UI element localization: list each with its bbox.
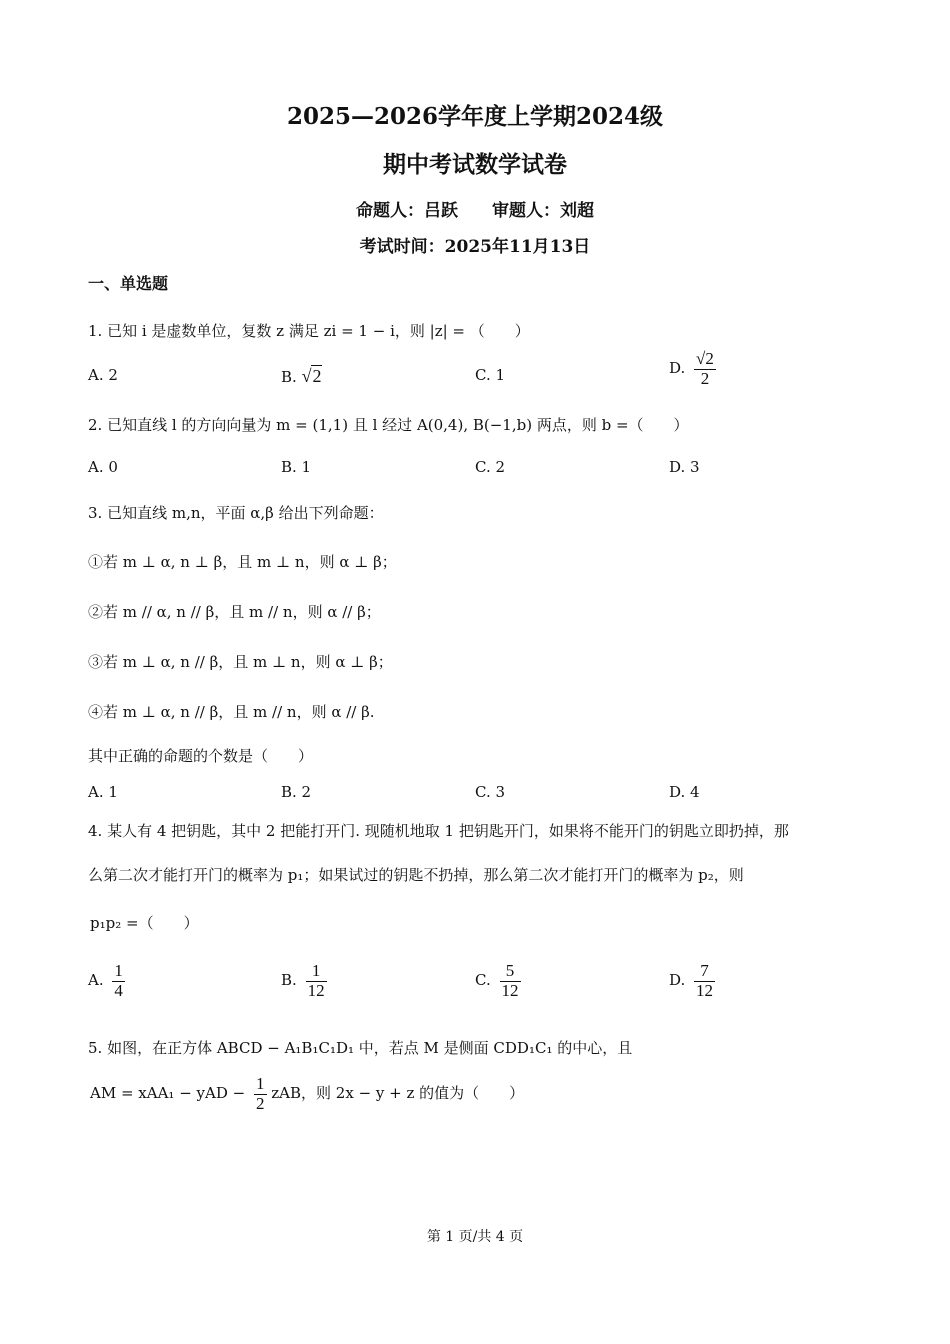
q1-option-d-label: D. xyxy=(669,359,686,378)
q4-option-a-fraction xyxy=(112,962,125,1000)
question-3-ask: 其中正确的命题的个数是（ ） xyxy=(88,747,314,765)
q4-option-b-denominator: 12 xyxy=(307,980,325,1000)
q4-option-b-label: B. xyxy=(281,971,297,990)
q4-option-a-numerator: 1 xyxy=(114,961,123,980)
section-title-single-choice: 一、单选题 xyxy=(88,274,169,293)
exam-title-line1: 2025—2026学年度上学期2024级 xyxy=(286,103,664,130)
q1-option-b xyxy=(281,366,322,387)
question-2-stem: 2. 已知直线 l 的方向向量为 m = (1,1) 且 l 经过 A(0,4), B(−1,b) 两点，则 b =（ ） xyxy=(88,416,689,434)
q1-option-c: C. 1 xyxy=(475,366,506,384)
q4-option-c-numerator: 5 xyxy=(500,962,521,982)
page-footer: 第 1 页/共 4 页 xyxy=(426,1229,524,1245)
q1-option-a: A. 2 xyxy=(88,366,118,384)
q4-option-c-label: C. xyxy=(475,971,491,990)
q2-option-b: B. 1 xyxy=(281,458,312,476)
question-3-stem: 3. 已知直线 m,n，平面 α,β 给出下列命题： xyxy=(88,504,384,522)
question-5-half-denominator: 2 xyxy=(256,1093,265,1113)
q1-option-b-label: B. xyxy=(281,368,297,386)
q4-option-c-fraction xyxy=(500,962,521,1000)
question-4-line-1: 4. 某人有 4 把钥匙，其中 2 把能打开门. 现随机地取 1 把钥匙开门，如果将不能开门的钥匙立即扔掉，那 xyxy=(88,822,789,840)
question-3-proposition-2: ②若 m // α, n // β，且 m // n，则 α // β； xyxy=(88,603,381,621)
question-3-proposition-1: ①若 m ⊥ α, n ⊥ β，且 m ⊥ n，则 α ⊥ β； xyxy=(88,553,397,571)
q3-option-c: C. 3 xyxy=(475,783,506,801)
question-4-line-3: p₁p₂ =（ ） xyxy=(90,914,199,932)
q1-option-d xyxy=(669,350,716,388)
q2-option-c: C. 2 xyxy=(475,458,506,476)
question-3-proposition-3: ③若 m ⊥ α, n // β，且 m ⊥ n，则 α ⊥ β； xyxy=(88,653,393,671)
q1-option-d-numerator: √2 xyxy=(696,349,714,368)
question-4-line-2: 么第二次才能打开门的概率为 p₁；如果试过的钥匙不扔掉，那么第二次才能打开门的概率为 p₂，则 xyxy=(88,866,744,884)
q4-option-a-denominator: 4 xyxy=(114,980,123,1000)
question-1-stem: 1. 已知 i 是虚数单位，复数 z 满足 zi = 1 − i，则 |z| = （ ） xyxy=(88,322,530,340)
q4-option-b-numerator: 1 xyxy=(306,962,327,982)
q4-option-d xyxy=(669,962,715,1000)
q1-option-b-sqrt: √2 xyxy=(301,366,322,386)
question-5-line-1: 5. 如图，在正方体 ABCD − A₁B₁C₁D₁ 中，若点 M 是侧面 CDD₁C₁ 的中心，且 xyxy=(88,1039,633,1057)
question-5-line-2-tail: zAB，则 2x − y + z 的值为（ ） xyxy=(271,1084,525,1103)
exam-title-line2: 期中考试数学试卷 xyxy=(383,151,567,178)
q4-option-b xyxy=(281,962,327,1000)
question-5-vector-expression: AM = xAA₁ − yAD − xyxy=(90,1084,246,1103)
q1-option-d-denominator: 2 xyxy=(700,368,710,388)
q4-option-d-numerator: 7 xyxy=(694,962,715,982)
q2-option-a: A. 0 xyxy=(88,458,118,476)
question-5-half-fraction xyxy=(254,1075,267,1113)
q4-option-a xyxy=(88,962,125,1000)
q4-option-d-denominator: 12 xyxy=(696,980,714,1000)
q1-option-d-fraction xyxy=(694,350,716,388)
q4-option-a-label: A. xyxy=(88,971,104,990)
question-5-half-numerator: 1 xyxy=(256,1074,265,1093)
question-5-line-2 xyxy=(90,1075,524,1113)
q4-option-c-denominator: 12 xyxy=(501,980,519,1000)
q3-option-b: B. 2 xyxy=(281,783,312,801)
q2-option-d: D. 3 xyxy=(669,458,700,476)
q4-option-b-fraction xyxy=(306,962,327,1000)
q3-option-d: D. 4 xyxy=(669,783,700,801)
q4-option-c xyxy=(475,962,521,1000)
exam-authors: 命题人：吕跃 审题人：刘超 xyxy=(356,201,594,221)
q4-option-d-label: D. xyxy=(669,971,686,990)
q1-option-b-radicand: 2 xyxy=(312,366,322,386)
q4-option-d-fraction xyxy=(694,962,715,1000)
q3-option-a: A. 1 xyxy=(88,783,118,801)
exam-time: 考试时间：2025年11月13日 xyxy=(359,237,591,257)
question-3-proposition-4: ④若 m ⊥ α, n // β，且 m // n，则 α // β. xyxy=(88,703,375,721)
